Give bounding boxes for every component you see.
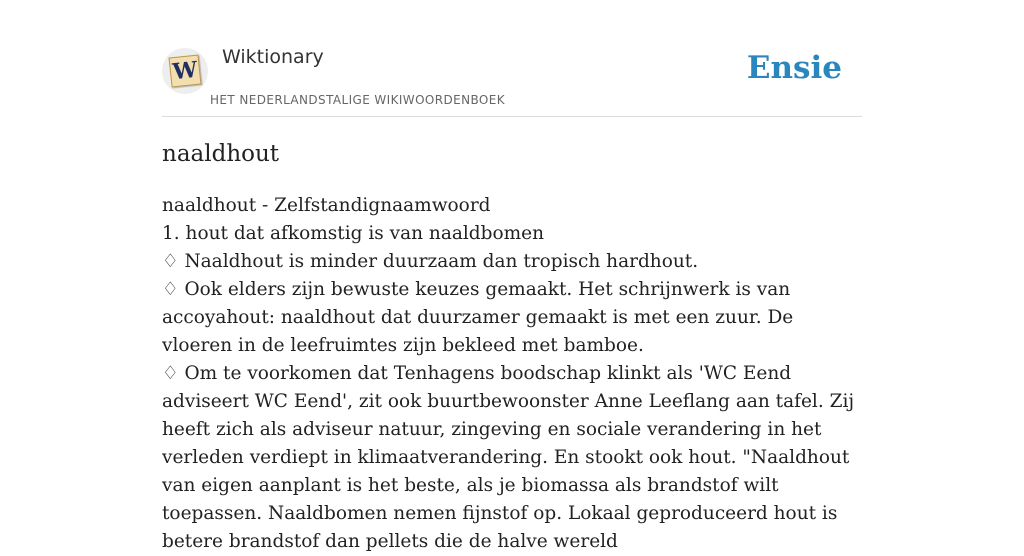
entry-heading: naaldhout - Zelfstandignaamwoord — [162, 195, 491, 216]
example-sentence: ♢ Om te voorkomen dat Tenhagens boodschap klinkt als 'WC Eend adviseert WC Eend', zit ook buurtbewoonster Anne Leeflang aan tafel. Zij heeft zich als adviseur natuur, zingeving en sociale verandering in het verleden verdiept in klimaatverandering. En stookt ook hout. "Naaldhout van eigen aanplant is het beste, als je biomassa als brandstof wilt toepassen. Naaldbomen nemen fijnstof op. Lokaal geproduceerd hout is betere brandstof dan pellets die de halve wereld — [162, 363, 855, 552]
ensie-brand-link[interactable]: Ensie — [746, 50, 842, 86]
logo-letter: W — [171, 56, 199, 86]
logo-tile — [169, 55, 202, 88]
site-tagline: HET NEDERLANDSTALIGE WIKIWOORDENBOEK — [210, 93, 506, 107]
entry-content — [162, 192, 862, 556]
site-name[interactable]: Wiktionary — [222, 46, 324, 68]
entry-definition: 1. hout dat afkomstig is van naaldbomen — [162, 223, 545, 244]
site-header — [162, 40, 862, 117]
example-sentence: ♢ Ook elders zijn bewuste keuzes gemaakt. Het schrijnwerk is van accoyahout: naaldhout dat duurzamer gemaakt is met een zuur. De vloeren in de leefruimtes zijn bekleed met bamboe. — [162, 279, 794, 356]
example-sentence: ♢ Naaldhout is minder duurzaam dan tropisch hardhout. — [162, 251, 699, 272]
page-title: naaldhout — [162, 141, 280, 167]
wiktionary-logo-icon[interactable] — [162, 48, 208, 94]
